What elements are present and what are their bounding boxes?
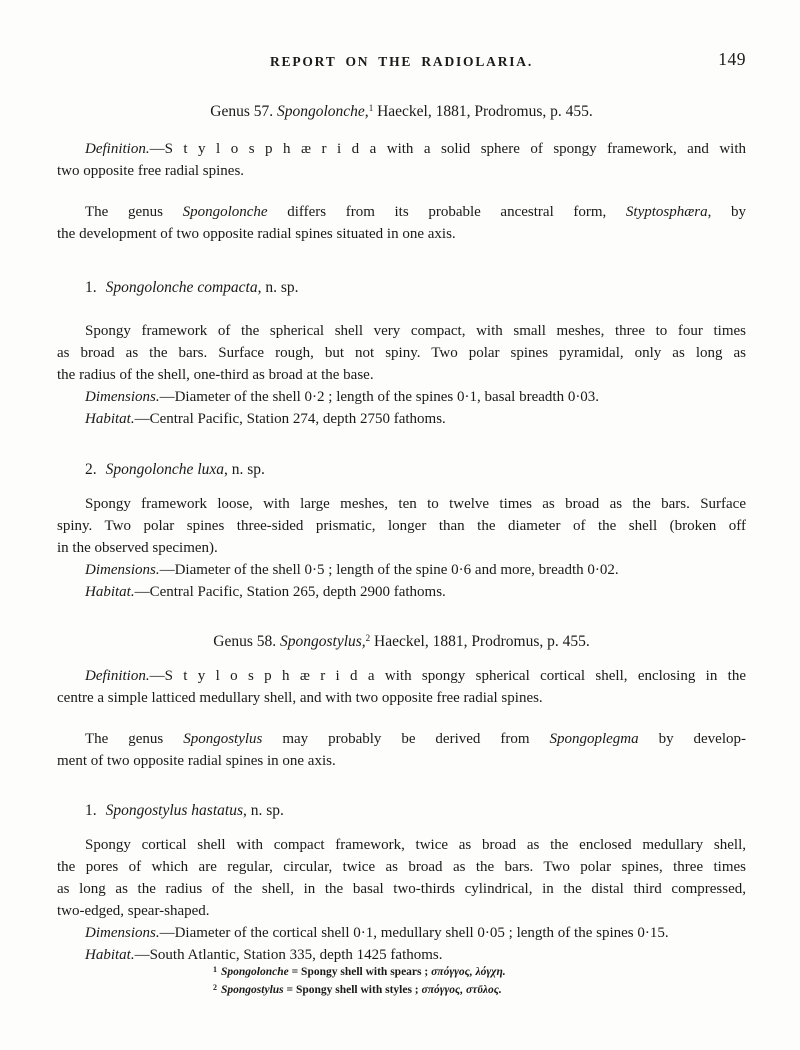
- remark-text: , by: [707, 204, 746, 220]
- footnote-marker: 1: [213, 965, 217, 974]
- description-line: the pores of which are regular, circular, twice as broad as the bars. Two polar spines, three times: [57, 859, 746, 875]
- family-group-name: S t y l o s p h æ r i d a: [164, 668, 375, 684]
- dimensions-label: Dimensions.: [85, 389, 160, 405]
- habitat-label: Habitat.: [85, 584, 135, 600]
- genus-name-italic: Spongostylus: [183, 731, 263, 747]
- habitat-label: Habitat.: [85, 411, 135, 427]
- dimensions-line: [57, 559, 746, 581]
- species-name: Spongolonche compacta: [105, 279, 258, 296]
- species-suffix: , n. sp.: [242, 802, 284, 819]
- remark-text: The genus: [85, 204, 183, 220]
- dimensions-text: —Diameter of the cortical shell 0·1, medullary shell 0·05 ; length of the spines 0·15.: [159, 925, 669, 941]
- genus-58-definition: [57, 665, 746, 709]
- dimensions-label: Dimensions.: [85, 562, 160, 578]
- genus-heading-prefix: Genus 57.: [210, 103, 277, 120]
- genus-heading-prefix: Genus 58.: [213, 633, 280, 650]
- habitat-text: —Central Pacific, Station 274, depth 2750 fathoms.: [134, 411, 446, 427]
- remark-text: by develop-: [638, 731, 746, 747]
- footnote-greek: σπόγγος, λόγχη.: [431, 966, 506, 978]
- em-dash: —: [149, 141, 165, 157]
- footnote-term: Spongostylus: [221, 984, 284, 996]
- dimensions-label: Dimensions.: [85, 925, 160, 941]
- species-heading-compacta: [57, 277, 774, 299]
- dimensions-text: —Diameter of the shell 0·2 ; length of the spines 0·1, basal breadth 0·03.: [159, 389, 600, 405]
- genus-name-italic: Spongolonche: [182, 204, 268, 220]
- description-line: spiny. Two polar spines three-sided prismatic, longer than the diameter of the shell (broken off: [57, 518, 746, 534]
- ancestral-form-name: Styptosphæra: [625, 204, 708, 220]
- page-number: 149: [718, 49, 746, 69]
- genus-citation: Haeckel, 1881, Prodromus, p. 455.: [370, 633, 590, 650]
- description-line: Spongy cortical shell with compact framework, twice as broad as the enclosed medullary shell,: [85, 837, 746, 853]
- genus-57-definition: [57, 138, 746, 182]
- species-number: 1.: [85, 802, 97, 819]
- species-name: Spongostylus hastatus: [105, 802, 243, 819]
- dimensions-text: —Diameter of the shell 0·5 ; length of the spine 0·6 and more, breadth 0·02.: [159, 562, 619, 578]
- remark-line: ment of two opposite radial spines in one axis.: [57, 753, 336, 769]
- footnote-gloss: = Spongy shell with spears ;: [288, 966, 432, 978]
- footnote-1: [213, 961, 633, 981]
- habitat-label: Habitat.: [85, 947, 135, 963]
- footnote-ref-2: 2: [365, 633, 371, 643]
- species-heading-hastatus: [57, 800, 774, 822]
- dimensions-line: [57, 386, 746, 408]
- description-line: as long as the radius of the shell, in the basal two-thirds cylindrical, in the distal third compressed,: [57, 881, 746, 897]
- species-luxa-description: [57, 493, 746, 603]
- species-compacta-description: [57, 320, 746, 430]
- description-line: two-edged, spear-shaped.: [57, 903, 210, 919]
- species-name: Spongolonche luxa: [105, 461, 225, 478]
- em-dash: —: [149, 668, 165, 684]
- habitat-line: [57, 408, 746, 430]
- footnote-greek: σπόγγος, στῦλος.: [421, 984, 502, 996]
- definition-label: Definition.: [85, 668, 150, 684]
- remark-line: the development of two opposite radial spines situated in one axis.: [57, 226, 456, 242]
- genus-name: Spongostylus,: [279, 633, 366, 650]
- dimensions-line: [57, 922, 746, 944]
- species-heading-luxa: [57, 459, 774, 481]
- description-line: Spongy framework loose, with large meshes, ten to twelve times as broad as the bars. Surface: [85, 496, 746, 512]
- footnote-ref-1: 1: [368, 103, 374, 113]
- genus-name: Spongolonche,: [276, 103, 369, 120]
- family-group-name: S t y l o s p h æ r i d a: [164, 141, 377, 157]
- habitat-line: [57, 581, 746, 603]
- description-line: as broad as the bars. Surface rough, but not spiny. Two polar spines pyramidal, only as long as: [57, 345, 746, 361]
- footnote-marker: 2: [213, 983, 217, 992]
- remark-line: [57, 201, 746, 223]
- definition-label: Definition.: [85, 141, 150, 157]
- remark-text: differs from its probable ancestral form,: [267, 204, 626, 220]
- genus-57-remark: [57, 201, 746, 245]
- habitat-text: —South Atlantic, Station 335, depth 1425 fathoms.: [134, 947, 443, 963]
- remark-line: [57, 728, 746, 750]
- species-suffix: , n. sp.: [224, 461, 265, 478]
- footnote-gloss: = Spongy shell with styles ;: [283, 984, 422, 996]
- species-number: 2.: [85, 461, 97, 478]
- definition-line: centre a simple latticed medullary shell, and with two opposite free radial spines.: [57, 690, 543, 706]
- remark-text: may probably be derived from: [262, 731, 550, 747]
- genus-57-heading: [57, 97, 746, 123]
- description-line: Spongy framework of the spherical shell very compact, with small meshes, three to four times: [85, 323, 746, 339]
- description-line: the radius of the shell, one-third as broad at the base.: [57, 367, 374, 383]
- running-head: REPORT ON THE RADIOLARIA.: [269, 54, 534, 69]
- definition-line: [57, 138, 746, 160]
- definition-line: two opposite free radial spines.: [57, 163, 245, 179]
- definition-text: with spongy spherical cortical shell, enclosing in the: [374, 668, 746, 684]
- footnote-term: Spongolonche: [221, 966, 289, 978]
- habitat-text: —Central Pacific, Station 265, depth 2900 fathoms.: [134, 584, 446, 600]
- species-hastatus-description: [57, 834, 746, 966]
- footnote-2: [213, 979, 633, 999]
- description-line: in the observed specimen).: [57, 540, 218, 556]
- species-number: 1.: [85, 279, 97, 296]
- remark-text: The genus: [85, 731, 184, 747]
- definition-text: with a solid sphere of spongy framework, and with: [376, 141, 746, 157]
- ancestral-form-name: Spongoplegma: [549, 731, 639, 747]
- species-suffix: , n. sp.: [257, 279, 299, 296]
- genus-citation: Haeckel, 1881, Prodromus, p. 455.: [373, 103, 593, 120]
- genus-58-remark: [57, 728, 746, 772]
- definition-line: [57, 665, 746, 687]
- genus-58-heading: [57, 627, 746, 653]
